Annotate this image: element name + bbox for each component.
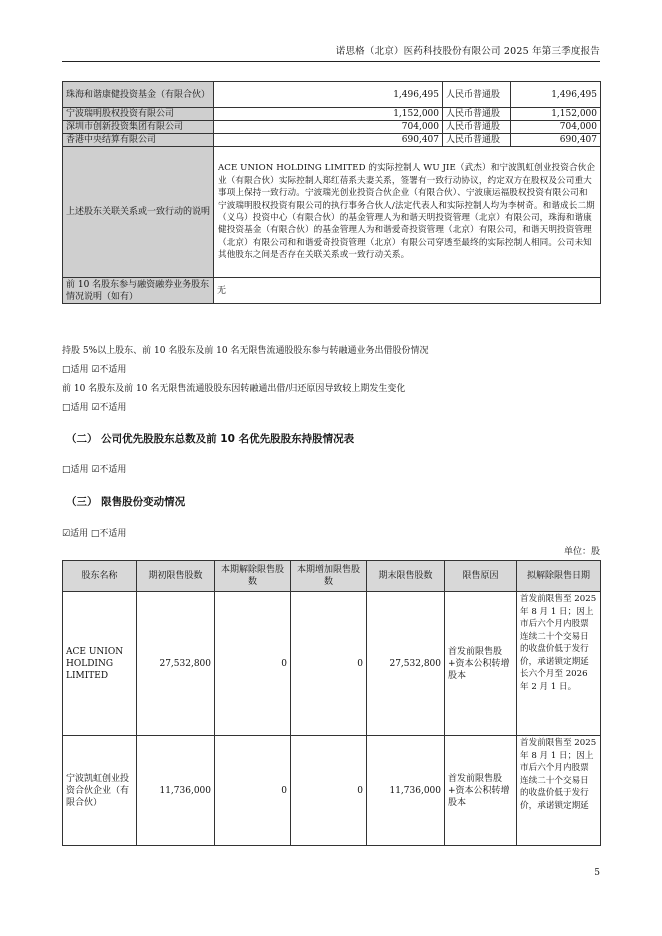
column-header: 本期增加限售股数	[291, 561, 367, 592]
released-shares: 0	[215, 592, 291, 736]
table-row	[63, 147, 601, 278]
margin-label: 前 10 名股东参与融资融券业务股东情况说明（如有）	[63, 278, 214, 304]
change-checkbox: □适用 ☑不适用	[62, 403, 127, 413]
share-count: 690,407	[511, 134, 601, 147]
share-type: 人民币普通股	[443, 134, 511, 147]
preferred-checkbox: □适用 ☑不适用	[62, 465, 127, 475]
share-count: 1,496,495	[511, 82, 601, 108]
lending-checkbox: □适用 ☑不适用	[62, 365, 127, 375]
begin-shares: 11,736,000	[137, 736, 215, 846]
holder-name: ACE UNION HOLDING LIMITED	[63, 592, 137, 736]
restricted-checkbox: ☑适用 □不适用	[62, 529, 127, 539]
table-row	[63, 121, 601, 134]
column-header: 期末限售股数	[367, 561, 445, 592]
margin-value: 无	[214, 278, 601, 304]
page-header-title: 诺思格（北京）医药科技股份有限公司 2025 年第三季度报告	[335, 46, 600, 57]
share-type: 人民币普通股	[443, 108, 511, 121]
table-header-row	[63, 561, 601, 592]
begin-shares: 27,532,800	[137, 592, 215, 736]
page-number: 5	[594, 868, 600, 878]
holder-name: 香港中央结算有限公司	[63, 134, 214, 147]
shareholders-table	[62, 81, 601, 304]
lending-paragraph: 持股 5%以上股东、前 10 名股东及前 10 名无限售流通股股东参与转融通业务出借股份情况	[62, 346, 429, 356]
holder-name: 深圳市创新投资集团有限公司	[63, 121, 214, 134]
holder-shares: 1,152,000	[214, 108, 443, 121]
relation-text: ACE UNION HOLDING LIMITED 的实际控制人 WU JIE（武杰）和宁波凯虹创业投资合伙企业（有限合伙）实际控制人郑红蓓系夫妻关系，签署有一致行动协议，约定双方在股权及公司重大事项上保持一致行动。宁波瑞光创业投资合伙企业（有限合伙）、宁波康运福股权投资有限公司和宁波瑞明股权投资有限公司的执行事务合伙人/法定代表人和实际控制人均为李树奇。和谐成长二期（义乌）投资中心（有限合伙）的基金管理人为和谐天明投资管理（北京）有限公司，珠海和谐康健投资基金（有限合伙）的基金管理人为和谐爱奇投资管理（北京）有限公司，和谐天明投资管理（北京）有限公司和和谐爱奇投资管理（北京）有限公司穿透至最终的实际控制人相同。公司未知其他股东之间是否存在关联关系或一致行动关系。	[214, 147, 601, 278]
end-shares: 27,532,800	[367, 592, 445, 736]
column-header: 限售原因	[445, 561, 517, 592]
section-title-preferred: （二） 公司优先股股东总数及前 10 名优先股股东持股情况表	[66, 433, 355, 445]
added-shares: 0	[291, 736, 367, 846]
unit-label: 单位：股	[563, 547, 600, 557]
restricted-shares-table	[62, 560, 601, 846]
table-row	[63, 592, 601, 736]
column-header: 本期解除限售股数	[215, 561, 291, 592]
column-header: 期初限售股数	[137, 561, 215, 592]
release-date: 首发前限售至 2025 年 8 月 1 日；因上市后六个月内股票连续二十个交易日的收盘价低于发行价，承诺锁定期延	[517, 736, 601, 846]
added-shares: 0	[291, 592, 367, 736]
released-shares: 0	[215, 736, 291, 846]
holder-shares: 1,496,495	[214, 82, 443, 108]
table-row	[63, 736, 601, 846]
holder-name: 宁波凯虹创业投资合伙企业（有限合伙）	[63, 736, 137, 846]
share-type: 人民币普通股	[443, 121, 511, 134]
column-header: 股东名称	[63, 561, 137, 592]
holder-name: 宁波瑞明股权投资有限公司	[63, 108, 214, 121]
table-row	[63, 278, 601, 304]
release-date: 首发前限售至 2025 年 8 月 1 日；因上市后六个月内股票连续二十个交易日的收盘价低于发行价，承诺锁定期延长六个月至 2026 年 2 月 1 日。	[517, 592, 601, 736]
holder-shares: 704,000	[214, 121, 443, 134]
header-divider	[62, 61, 600, 62]
section-title-restricted: （三） 限售股份变动情况	[66, 496, 186, 508]
relation-label: 上述股东关联关系或一致行动的说明	[63, 147, 214, 278]
end-shares: 11,736,000	[367, 736, 445, 846]
table-row	[63, 82, 601, 108]
holder-name: 珠海和谐康健投资基金（有限合伙）	[63, 82, 214, 108]
table-row	[63, 108, 601, 121]
share-count: 1,152,000	[511, 108, 601, 121]
share-type: 人民币普通股	[443, 82, 511, 108]
holder-shares: 690,407	[214, 134, 443, 147]
restriction-reason: 首发前限售股+资本公积转增股本	[445, 592, 517, 736]
change-paragraph: 前 10 名股东及前 10 名无限售流通股股东因转融通出借/归还原因导致较上期发生变化	[62, 384, 406, 394]
restriction-reason: 首发前限售股+资本公积转增股本	[445, 736, 517, 846]
column-header: 拟解除限售日期	[517, 561, 601, 592]
table-row	[63, 134, 601, 147]
share-count: 704,000	[511, 121, 601, 134]
